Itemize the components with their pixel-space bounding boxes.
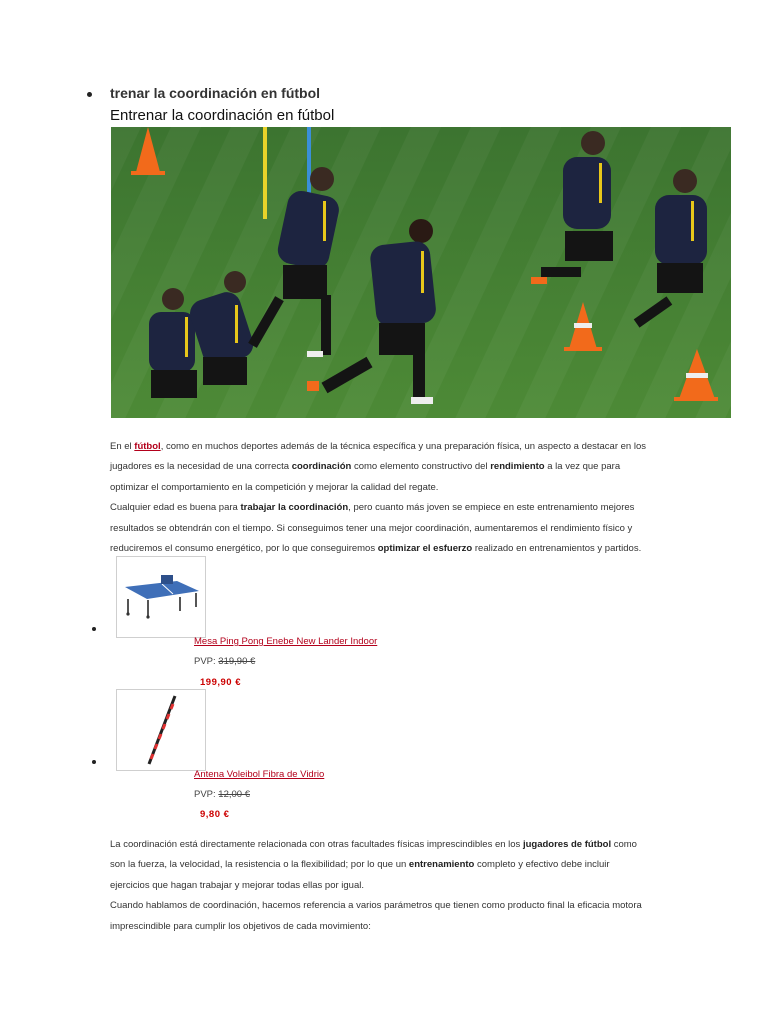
section-heading: trenar la coordinación en fútbol [110,85,321,101]
product-price: 199,90 € [200,677,241,688]
text-line: optimizar el comportamiento en la competición y mejorar la calidad del regate. [110,481,439,493]
list-bullet [92,760,96,764]
product-link[interactable]: Mesa Ping Pong Enebe New Lander Indoor [194,636,378,647]
futbol-link[interactable]: fútbol [134,441,161,452]
product-price: 9,80 € [200,809,230,820]
product-thumbnail[interactable] [116,689,206,771]
list-bullet [92,627,96,631]
football-training-photo [111,127,731,418]
text-line: jugadores es la necesidad de una correcta coordinación como elemento constructivo del rendimiento a la vez que para [110,461,621,473]
list-bullet [87,92,92,97]
photo-illustration [111,127,731,418]
text-line: son la fuerza, la velocidad, la resistencia o la flexibilidad; por lo que un entrenamiento completo y efectivo debe incluir [110,859,610,871]
page-title: Entrenar la coordinación en fútbol [110,107,335,124]
text-line: La coordinación está directamente relacionada con otras facultades físicas imprescindibles en los jugadores de fútbol como [110,839,637,850]
intro-paragraph-1 [110,437,670,559]
text-line: reduciremos el consumo energético, por lo que conseguiremos optimizar el esfuerzo realizado en entrenamientos y partidos. [110,543,642,555]
text-line: Cuando hablamos de coordinación, hacemos referencia a varios parámetros que tienen como producto final la eficacia motora [110,900,642,912]
pvp-old-price: PVP: 319,90 € [194,656,256,667]
ping-pong-table-icon [117,557,205,637]
text-line: Cualquier edad es buena para trabajar la coordinación, pero cuanto más joven se empiece en este entrenamiento mejores [110,502,635,514]
text-line: En el fútbol, como en muchos deportes además de la técnica específica y una preparación física, un aspecto a destacar en los [110,441,646,452]
product-link[interactable]: Antena Voleibol Fibra de Vidrio [194,769,325,780]
outro-paragraph [110,835,670,937]
volleyball-antenna-icon [117,690,205,770]
pvp-old-price: PVP: 12,00 € [194,789,250,800]
text-line: imprescindible para cumplir los objetivos de cada movimiento: [110,920,371,932]
product-thumbnail[interactable] [116,556,206,638]
text-line: ejercicios que hagan trabajar y mejorar todas ellas por igual. [110,879,364,891]
text-line: resultados se obtendrán con el tiempo. Si conseguimos tener una mejor coordinación, aumentaremos el rendimiento físico y [110,522,633,534]
